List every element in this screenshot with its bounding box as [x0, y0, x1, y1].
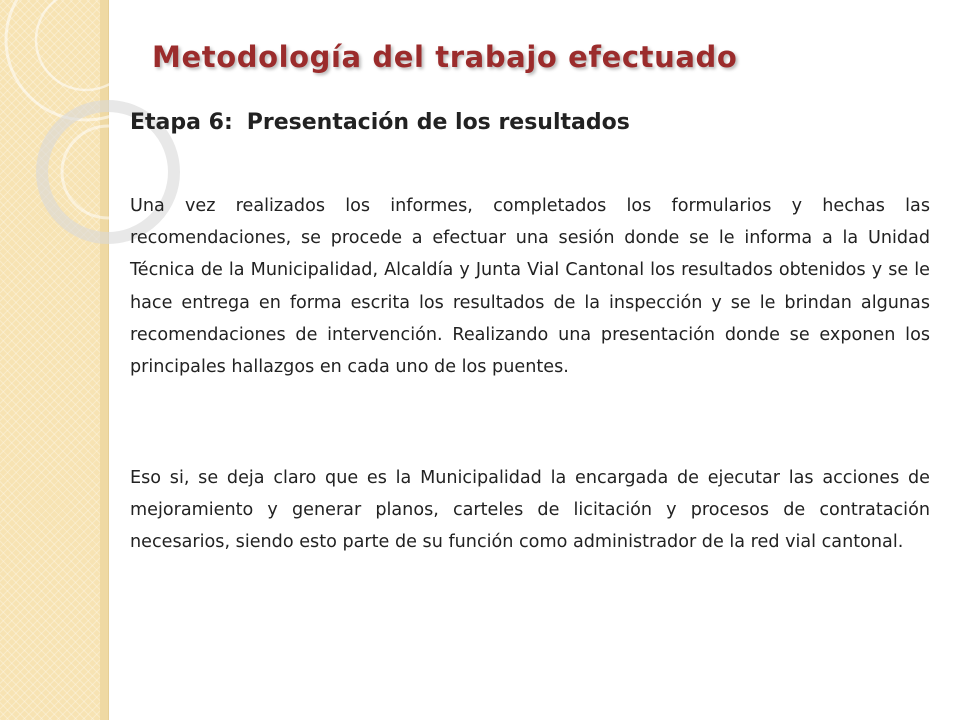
- body-paragraph-2: Eso si, se deja claro que es la Municipalidad la encargada de ejecutar las acciones de mejoramiento y generar planos, carteles de licitación y procesos de contratación necesarios, siendo esto parte de su función como administrador de la red vial cantonal.: [130, 468, 930, 553]
- slide-title: Metodología del trabajo efectuado: [152, 40, 738, 74]
- body-paragraph-1: Una vez realizados los informes, completados los formularios y hechas las recomendaciones, se procede a efectuar una sesión donde se le informa a la Unidad Técnica de la Municipalidad, Alcaldía y Junta Vial Cantonal los resultados obtenidos y se le hace entrega en forma escrita los resultados de la inspección y se le brindan algunas recomendaciones de intervención. Realizando una presentación donde se exponen los principales hallazgos en cada uno de los puentes.: [130, 196, 930, 378]
- stage-heading: [130, 110, 630, 135]
- stage-label: Etapa 6:: [130, 110, 233, 135]
- stage-title: Presentación de los resultados: [246, 110, 630, 135]
